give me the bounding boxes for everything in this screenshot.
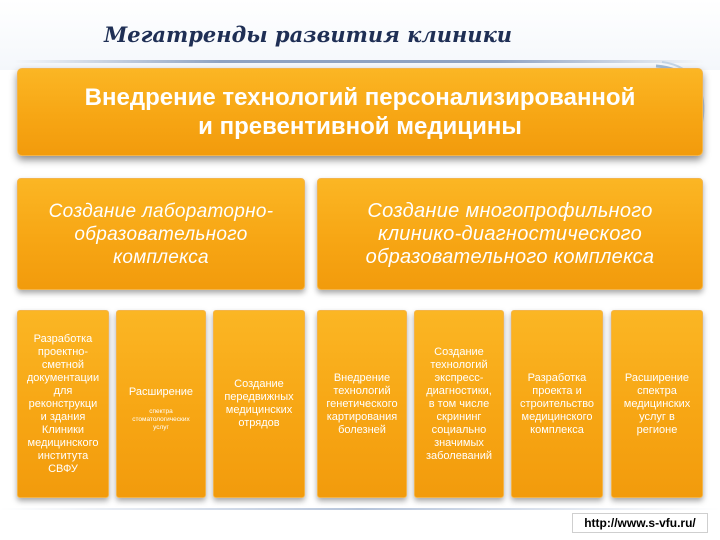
leaf-mobile-teams [213, 310, 305, 498]
leaf-text: Создание передвижных медицинских отрядов [224, 378, 294, 429]
leaf-text-sub: спектра стоматологических услуг [132, 408, 190, 431]
leaf-genetic-mapping [317, 310, 407, 498]
lab-complex-text: Создание лабораторно- образовательного комплекса [48, 200, 274, 268]
leaf-text: Создание технологий экспресс- диагностики, в том числе скрининг социально значимых заболеваний [425, 345, 493, 462]
leaf-design-documentation [17, 310, 109, 498]
leaf-text: Внедрение технологий генетического картирования болезней [326, 371, 398, 436]
leaf-text-main: Расширение [128, 386, 194, 398]
clinic-complex-box [317, 178, 703, 290]
leaf-regional-services [611, 310, 703, 498]
footer-url-box [572, 513, 708, 533]
leaf-dental-services [116, 310, 206, 498]
footer-divider [0, 508, 720, 510]
clinic-complex-text: Создание многопрофильного клинико-диагностического образовательного комплекса [365, 199, 655, 268]
leaf-text [129, 376, 193, 432]
leaf-medical-complex [511, 310, 603, 498]
leaf-text: Разработка проекта и строительство медицинского комплекса [519, 371, 595, 436]
lab-complex-box [17, 178, 305, 290]
main-trend-text: Внедрение технологий персонализированной и превентивной медицины [84, 84, 636, 140]
leaf-text: Расширение спектра медицинских услуг в регионе [623, 371, 691, 436]
leaf-text: Разработка проектно- сметной документации для реконструкци и здания Клиники медицинского института СВФУ [26, 332, 100, 475]
footer-url: http://www.s-vfu.ru/ [584, 516, 696, 530]
leaf-express-diagnostics [414, 310, 504, 498]
main-trend-box [17, 68, 703, 156]
slide-title: Мегатренды развития клиники [104, 22, 513, 47]
